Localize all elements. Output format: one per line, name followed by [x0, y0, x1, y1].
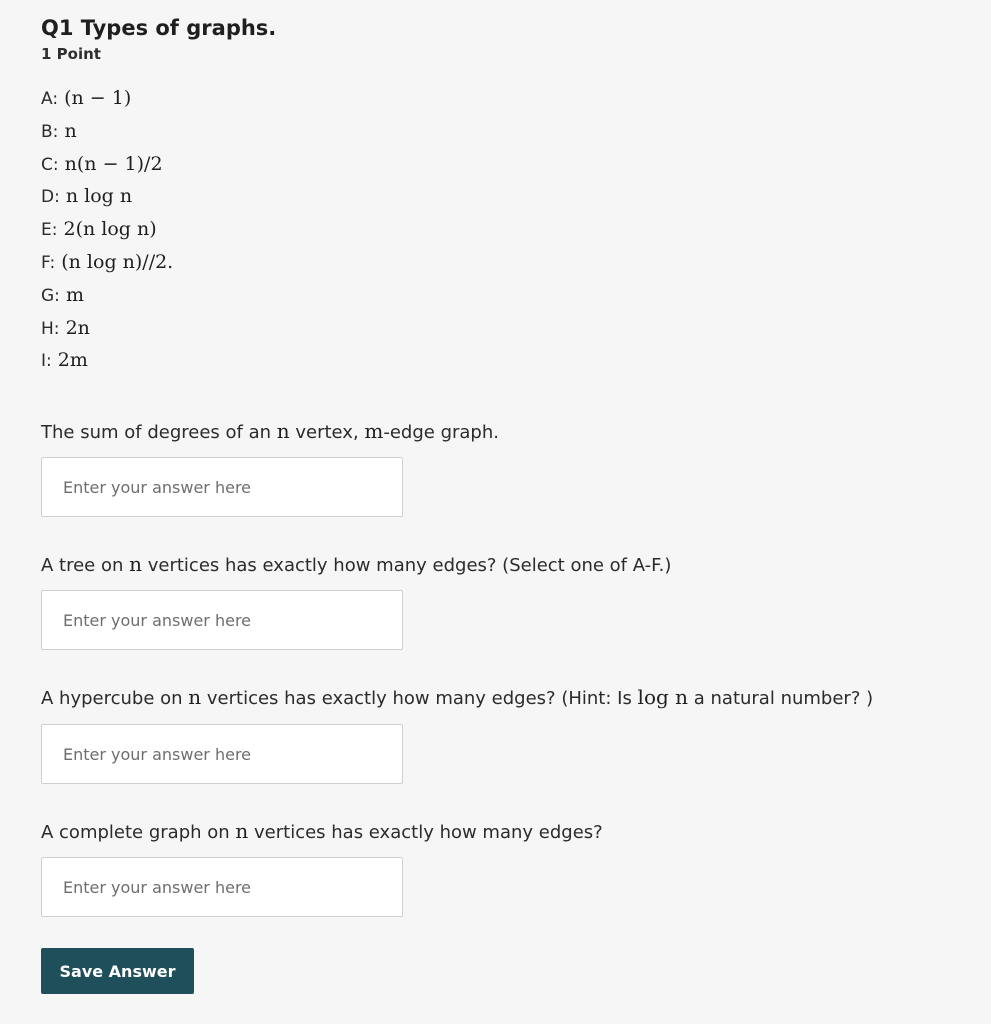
prompt-math: n	[235, 819, 249, 843]
option-e	[41, 213, 961, 246]
option-formula: n(n − 1)/2	[64, 152, 163, 175]
prompt-text: vertices has exactly how many edges? (Select one of A-F.)	[142, 555, 672, 576]
part-1-answer	[41, 457, 403, 517]
option-formula: (n − 1)	[64, 87, 132, 109]
option-letter: F:	[41, 252, 56, 273]
option-i	[41, 344, 961, 377]
option-letter: B:	[41, 121, 59, 142]
prompt-math: n	[129, 552, 143, 576]
part-4-answer	[41, 857, 403, 917]
part-1-prompt	[41, 418, 499, 446]
option-formula: 2(n log n)	[63, 218, 157, 241]
option-formula: 2m	[57, 349, 88, 372]
part-prompt	[41, 418, 499, 446]
question-block	[41, 14, 961, 377]
prompt-text: -edge graph.	[383, 422, 499, 443]
question-points: 1 Point	[41, 45, 101, 63]
question-title: Q1 Types of graphs.	[41, 16, 277, 40]
option-letter: D:	[41, 187, 60, 208]
option-formula: (n log n)//2.	[61, 250, 174, 273]
prompt-text: vertex,	[289, 422, 365, 443]
part-4-prompt	[41, 818, 603, 846]
option-c	[41, 148, 961, 181]
options-list	[41, 82, 961, 377]
option-letter: H:	[41, 318, 60, 339]
prompt-text: A tree on	[41, 555, 130, 576]
prompt-text: vertices has exactly how many edges?	[248, 822, 603, 843]
option-letter: E:	[41, 220, 58, 241]
part-2-prompt	[41, 551, 671, 579]
part-prompt	[41, 684, 873, 712]
option-letter: I:	[41, 351, 52, 372]
part-3-prompt	[41, 684, 873, 712]
option-formula: m	[65, 283, 84, 306]
option-f	[41, 246, 961, 279]
answer-input-1[interactable]	[41, 457, 403, 517]
part-3-answer	[41, 724, 403, 784]
prompt-text: A hypercube on	[41, 688, 189, 709]
prompt-math: n	[188, 685, 202, 709]
part-2-answer	[41, 590, 403, 650]
option-a	[41, 82, 961, 115]
option-b	[41, 115, 961, 148]
option-d	[41, 180, 961, 213]
prompt-math: m	[364, 419, 384, 443]
option-letter: C:	[41, 154, 59, 175]
option-letter: A:	[41, 89, 59, 109]
prompt-text: a natural number? )	[688, 688, 874, 709]
option-letter: G:	[41, 285, 60, 306]
prompt-text: The sum of degrees of an	[41, 422, 277, 443]
option-formula: 2n	[65, 316, 90, 339]
option-g	[41, 279, 961, 312]
option-formula: n log n	[65, 185, 133, 208]
answer-input-3[interactable]	[41, 724, 403, 784]
save-answer-button[interactable]: Save Answer	[41, 948, 194, 994]
prompt-text: A complete graph on	[41, 822, 236, 843]
answer-input-2[interactable]	[41, 590, 403, 650]
part-prompt	[41, 551, 671, 579]
prompt-math: n	[276, 419, 290, 443]
prompt-text: vertices has exactly how many edges? (Hint: Is	[201, 688, 638, 709]
answer-input-4[interactable]	[41, 857, 403, 917]
part-prompt	[41, 818, 603, 846]
prompt-math: log n	[637, 685, 689, 709]
option-h	[41, 312, 961, 345]
option-formula: n	[64, 119, 77, 142]
